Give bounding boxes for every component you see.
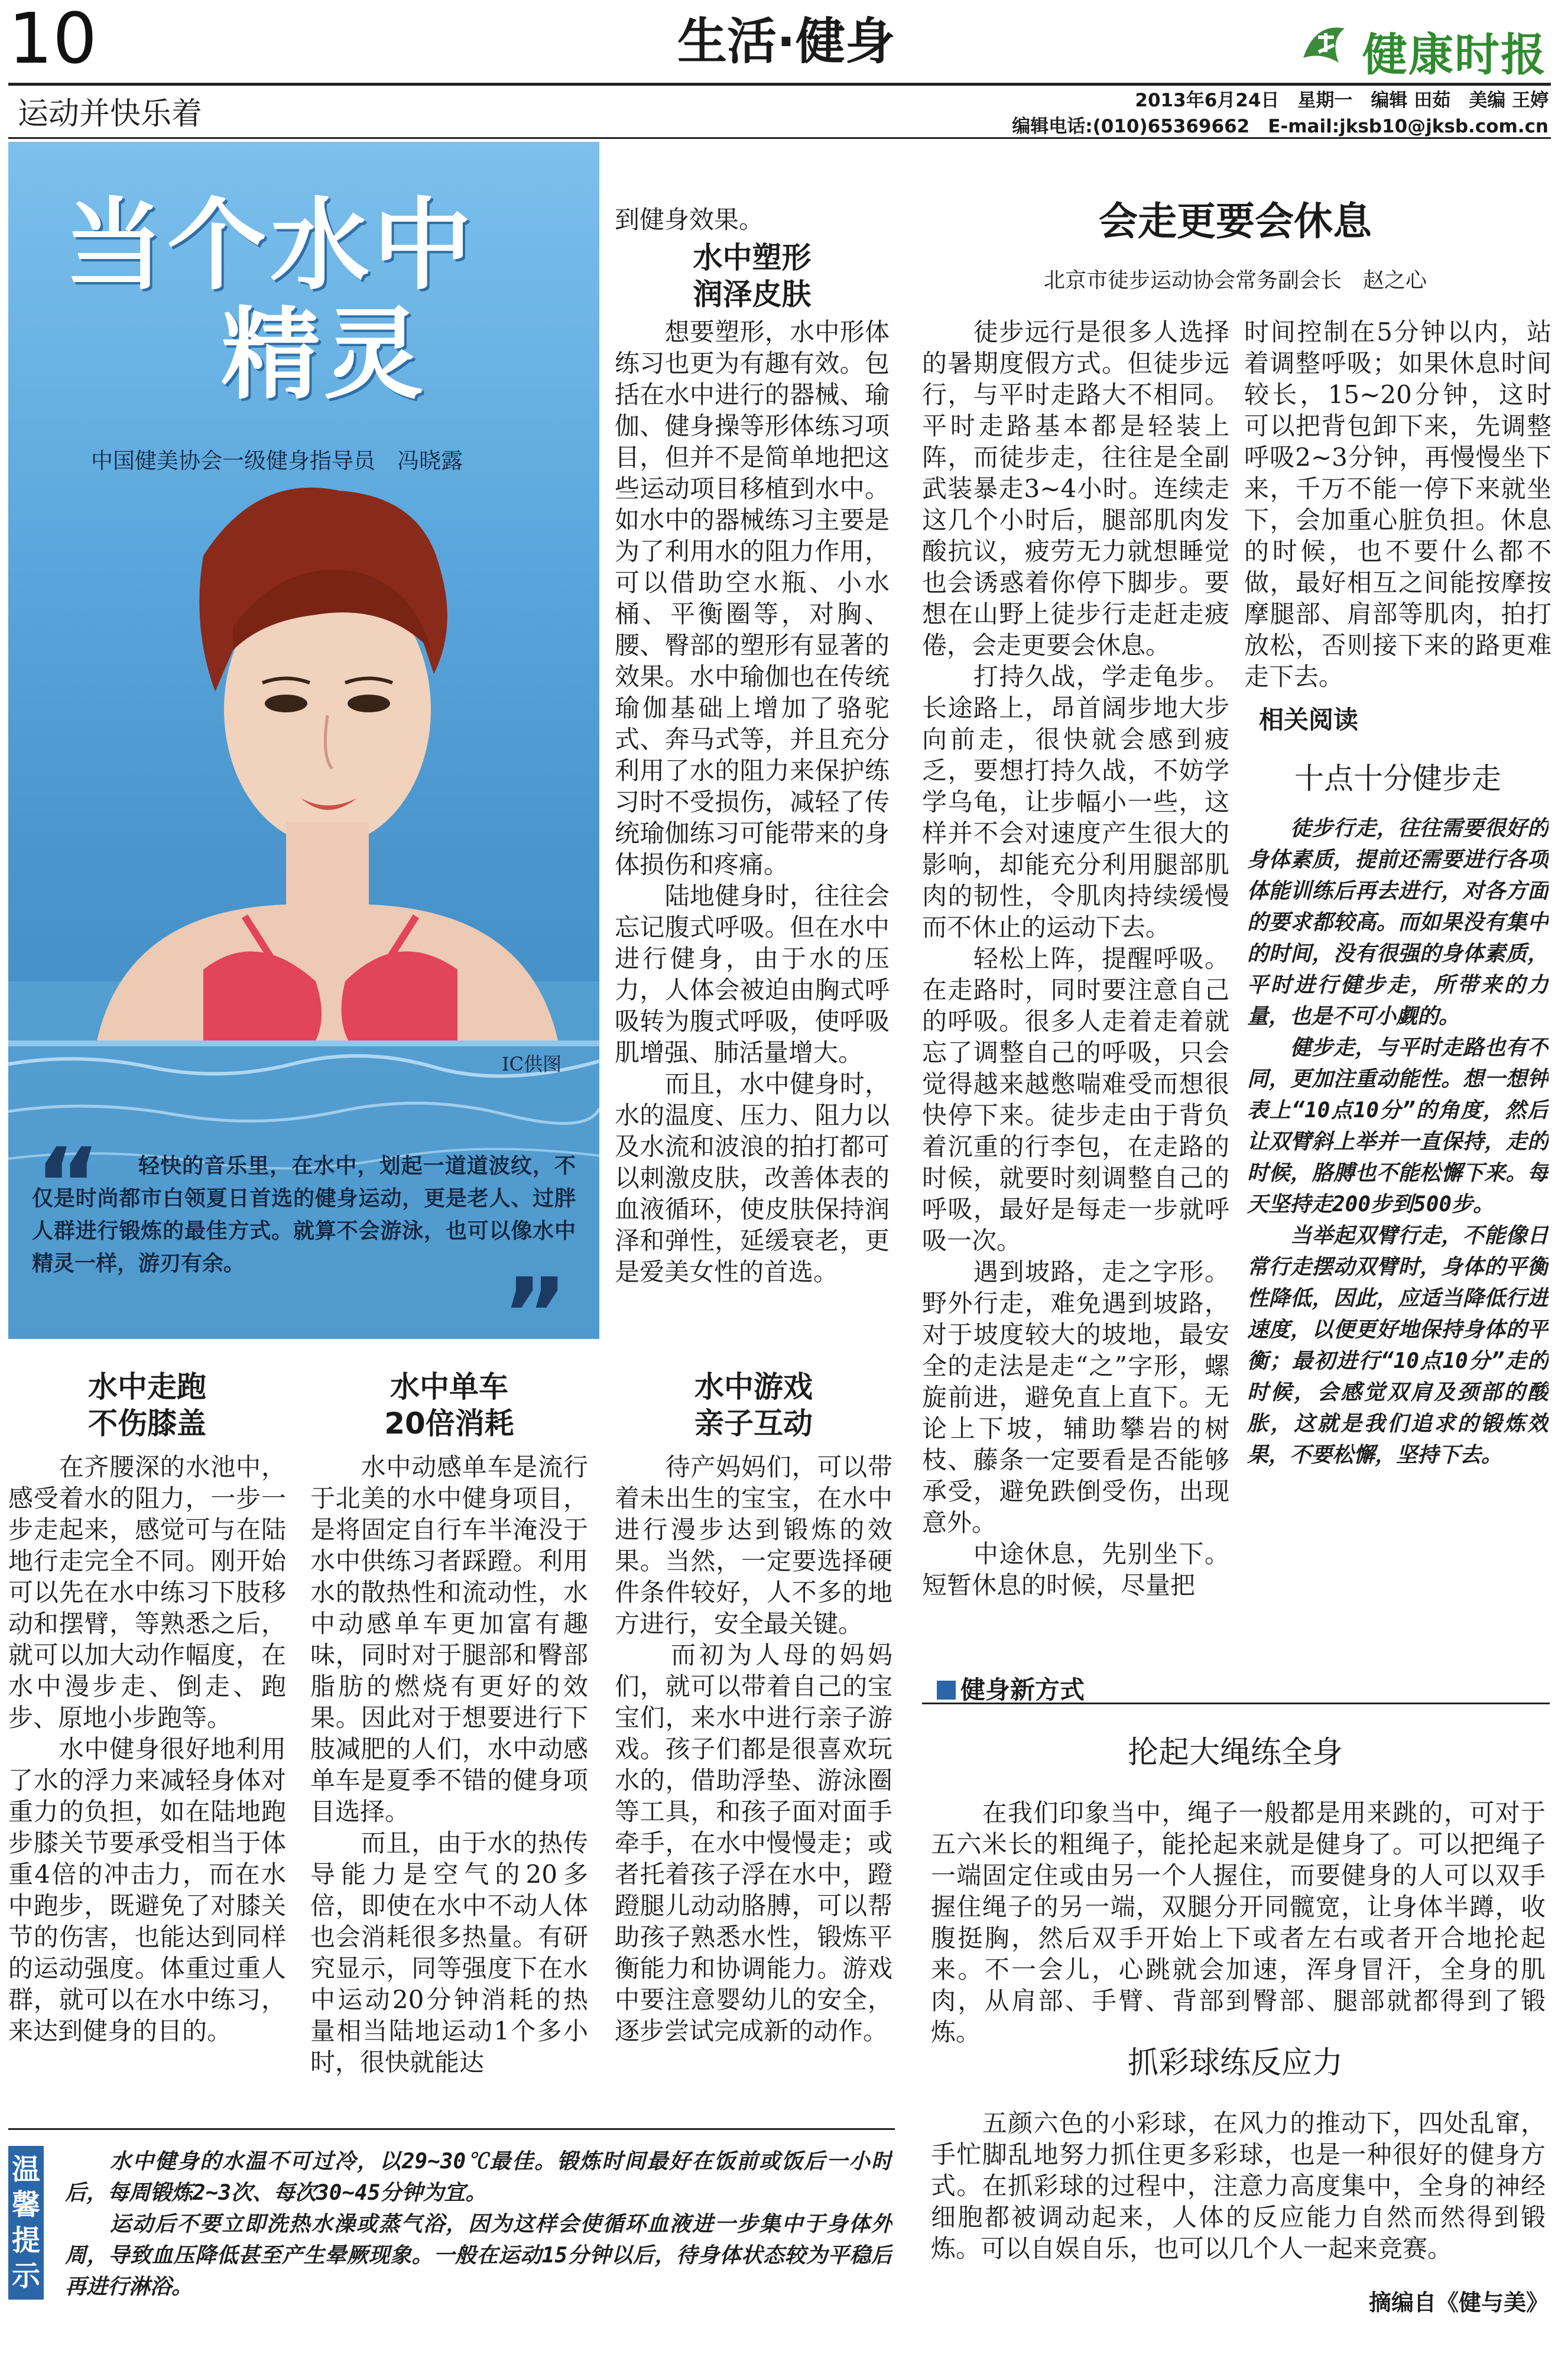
tips-label: 温馨提示 <box>11 2153 40 2293</box>
masthead-rule <box>8 83 1551 86</box>
rest-byline: 北京市徒步运动协会常务副会长 赵之心 <box>1043 268 1427 293</box>
rest-col1: 徒步远行是很多人选择的暑期度假方式。但徒步远行，与平时走路大不相同。平时走路基本都是轻装上阵，而徒步走，往往是全副武装暴走3~4小时。连续走这几个小时后，腿部肌肉发酸抗议，疲劳无力就想睡觉也会诱惑着你停下脚步。要想在山野上徒步行走赶走疲倦，会走更要会休息。 打持久战，学走龟步。长途路上，昂首阔步地大步向前走，很快就会感到疲乏，要想打持久战，不妨学学乌龟，让步幅小一些，这样并不会对速度产生很大的影响，却能充分利用腿部肌肉的韧性，令肌肉持续缓慢而不休止的运动下去。 轻松上阵，提醒呼吸。在走路时，同时要注意自己的呼吸。很多人走着走着就忘了调整自己的呼吸，只会觉得越来越憋喘难受而想很快停下来。徒步走由于背负着沉重的行李包，在走路的时候，就要时刻调整自己的呼吸，最好是每走一步就呼吸一次。 遇到坡路，走之字形。野外行走，难免遇到坡路，对于坡度较大的坡地，最安全的走法是走“之”字形，螺旋前进，避免直上直下。无论上下坡，辅助攀岩的树枝、藤条一定要看是否能够承受，避免跌倒受伤，出现意外。 中途休息，先别坐下。短暂休息的时候，尽量把 <box>922 317 1229 1600</box>
section-family-body: 待产妈妈们，可以带着未出生的宝宝，在水中进行漫步达到锻炼的效果。当然，一定要选择硬件条件较好，人不多的地方进行，安全最关键。 而初为人母的妈妈们，就可以带着自己的宝宝们，来水中进行亲子游戏。孩子们都是很喜欢玩水的，借助浮垫、游泳圈等工具，和孩子面对面手牵手，在水中慢慢走；或者托着孩子浮在水中，蹬蹬腿儿动动胳膊，可以帮助孩子熟悉水性，锻炼平衡能力和协调能力。游戏中要注意婴幼儿的安全，逐步尝试完成新的动作。 <box>615 1452 892 2045</box>
logo-text: 健康时报 <box>1362 28 1547 81</box>
section-walk-body: 在齐腰深的水池中，感受着水的阻力，一步一步走起来，感觉可与在陆地行走完全不同。刚开始可以先在水中练习下肢移动和摆臂，等熟悉之后，就可以加大动作幅度，在水中漫步走、倒走、跑步、原地小步跑等。 水中健身很好地利用了水的浮力来减轻身体对重力的负担，如在陆地跑步膝关节要承受相当于体重4倍的冲击力，而在水中跑步，既避免了对膝关节的伤害，也能达到同样的运动强度。体重过重人群，就可以在水中练习，来达到健身的目的。 <box>8 1452 286 2045</box>
continued-text: 到健身效果。 <box>615 205 764 234</box>
feature-panel <box>8 142 599 1339</box>
feature-title-line2: 精灵 <box>221 297 427 413</box>
new-ways-label: 健身新方式 <box>960 1675 1085 1704</box>
rope-body: 在我们印象当中，绳子一般都是用来跳的，可对于五六米长的粗绳子，能抡起来就是健身了。可以把绳子一端固定住或由另一个人握住，而要健身的人可以双手握住绳子的另一端，双腿分开同髋宽，让身体半蹲，收腹挺胸，然后双手开始上下或者左右或者开合地抡起来。不一会儿，心跳就会加速，浑身冒汗，全身的肌肉，从肩部、手臂、背部到臀部、腿部就都得到了锻炼。 <box>931 1798 1546 2047</box>
masthead-rule-thin <box>8 137 1551 139</box>
close-quote: ” <box>502 1257 568 1339</box>
photo-credit: IC供图 <box>502 1053 562 1075</box>
tips-body: 水中健身的水温不可过冷，以29~30℃最佳。锻炼时间最好在饭前或饭后一小时后，每周锻炼2~3次、每次30~45分钟为宜。 运动后不要立即洗热水澡或蒸气浴，因为这样会使循环血液进一步集中于身体外周，导致血压降低甚至产生晕厥现象。一般在运动15分钟以后，待身体状态较为平稳后再进行淋浴。 <box>65 2149 892 2299</box>
ball-body: 五颜六色的小彩球，在风力的推动下，四处乱窜，手忙脚乱地努力抓住更多彩球，也是一种很好的健身方式。在抓彩球的过程中，注意力高度集中，全身的神经细胞都被调动起来，人体的反应能力自然而然得到锻炼。可以自娱自乐，也可以几个人一起来竞赛。 <box>931 2109 1546 2263</box>
feature-title-line1: 当个水中 <box>64 187 476 303</box>
feature-intro: 轻快的音乐里，在水中，划起一道道波纹，不仅是时尚都市白领夏日首选的健身运动，更是老人、过胖人群进行锻炼的最佳方式。就算不会游泳，也可以像水中精灵一样，游刃有余。 <box>32 1154 576 1276</box>
section-shaping-body: 想要塑形，水中形体练习也更为有趣有效。包括在水中进行的器械、瑜伽、健身操等形体练习项目，但并不是简单地把这些运动项目移植到水中。如水中的器械练习主要是为了利用水的阻力作用，可以借助空水瓶、小水桶、平衡圈等，对胸、腰、臀部的塑形有显著的效果。水中瑜伽也在传统瑜伽基础上增加了骆驼式、奔马式等，并且充分利用了水的阻力来保护练习时不受损伤，减轻了传统瑜伽练习可能带来的身体损伤和疼痛。 陆地健身时，往往会忘记腹式呼吸。但在水中进行健身，由于水的压力，人体会被迫由胸式呼吸转为腹式呼吸，使呼吸肌增强、肺活量增大。 而且，水中健身时，水的温度、压力、阻力以及水流和波浪的拍打都可以刺激皮肤，改善体表的血液循环，使皮肤保持润泽和弹性，延缓衰老，更是爱美女性的首选。 <box>615 317 890 1286</box>
new-ways-square <box>937 1681 956 1700</box>
logo-icon <box>1297 17 1356 73</box>
related-body: 徒步行走，往往需要很好的身体素质，提前还需要进行各项体能训练后再去进行，对各方面的要求都较高。而如果没有集中的时间，没有很强的身体素质，平时进行健步走，所带来的力量，也是不可小觑的。 健步走，与平时走路也有不同，更加注重动能性。想一想钟表上“10点10分”的角度，然后让双臂斜上举并一直保持，走的时候，胳膊也不能松懈下来。每天坚持走200步到500步。 当举起双臂行走，不能像日常行走摆动双臂时，身体的平衡性降低，因此，应适当降低行进速度，以便更好地保持身体的平衡；最初进行“10点10分”走的时候，会感觉双肩及颈部的酸胀，这就是我们追求的锻炼效果，不要松懈，坚持下去。 <box>1247 816 1549 1467</box>
open-quote: “ <box>35 1127 101 1244</box>
section-bike-body: 水中动感单车是流行于北美的水中健身项目，是将固定自行车半淹没于水中供练习者踩蹬。利用水的散热性和流动性，水中动感单车更加富有趣味，同时对于腿部和臀部脂肪的燃烧有更好的效果。因此对于想要进行下肢减肥的人们，水中动感单车是夏季不错的健身项目选择。 而且，由于水的热传导能力是空气的20多倍，即使在水中不动人体也会消耗很多热量。有研究显示，同等强度下在水中运动20分钟消耗的热量相当陆地运动1个多小时，很快就能达 <box>310 1452 588 2077</box>
feature-byline: 中国健美协会一级健身指导员 冯晓露 <box>91 448 463 474</box>
source-note: 摘编自《健与美》 <box>1368 2290 1549 2316</box>
logo <box>1297 17 1557 81</box>
column-label: 运动并快乐着 <box>18 96 203 132</box>
section-bike-heading: 水中单车 20倍消耗 <box>384 1370 514 1441</box>
section-walk-heading: 水中走跑 不伤膝盖 <box>88 1370 206 1441</box>
ball-title: 抓彩球练反应力 <box>1127 2045 1343 2081</box>
page-number: 10 <box>8 0 98 79</box>
rest-title: 会走更要会休息 <box>1099 199 1372 244</box>
tips-rule <box>8 2128 895 2130</box>
section-shaping-heading: 水中塑形 润泽皮肤 <box>693 241 812 312</box>
related-label: 相关阅读 <box>1259 705 1359 734</box>
section-title: 生活·健身 <box>677 12 895 70</box>
rope-title: 抡起大绳练全身 <box>1127 1735 1343 1771</box>
rest-col2: 时间控制在5分钟以内，站着调整呼吸；如果休息时间较长，15~20分钟，这时可以把背包卸下来，先调整呼吸2~3分钟，再慢慢坐下来，千万不能一停下来就坐下，会加重心脏负担。休息的时候，也不要什么都不做，最好相互之间能按摩按摩腿部、肩部等肌肉，拍打放松，否则接下来的路更难走下去。 <box>1244 317 1551 691</box>
related-title: 十点十分健步走 <box>1294 761 1501 796</box>
masthead-info-2: 编辑电话:(010)65369662 E-mail:jksb10@jksb.com.cn <box>1012 116 1549 137</box>
section-family-heading: 水中游戏 亲子互动 <box>694 1370 813 1441</box>
masthead-info-1: 2013年6月24日 星期一 编辑 田茹 美编 王婷 <box>1135 90 1549 111</box>
